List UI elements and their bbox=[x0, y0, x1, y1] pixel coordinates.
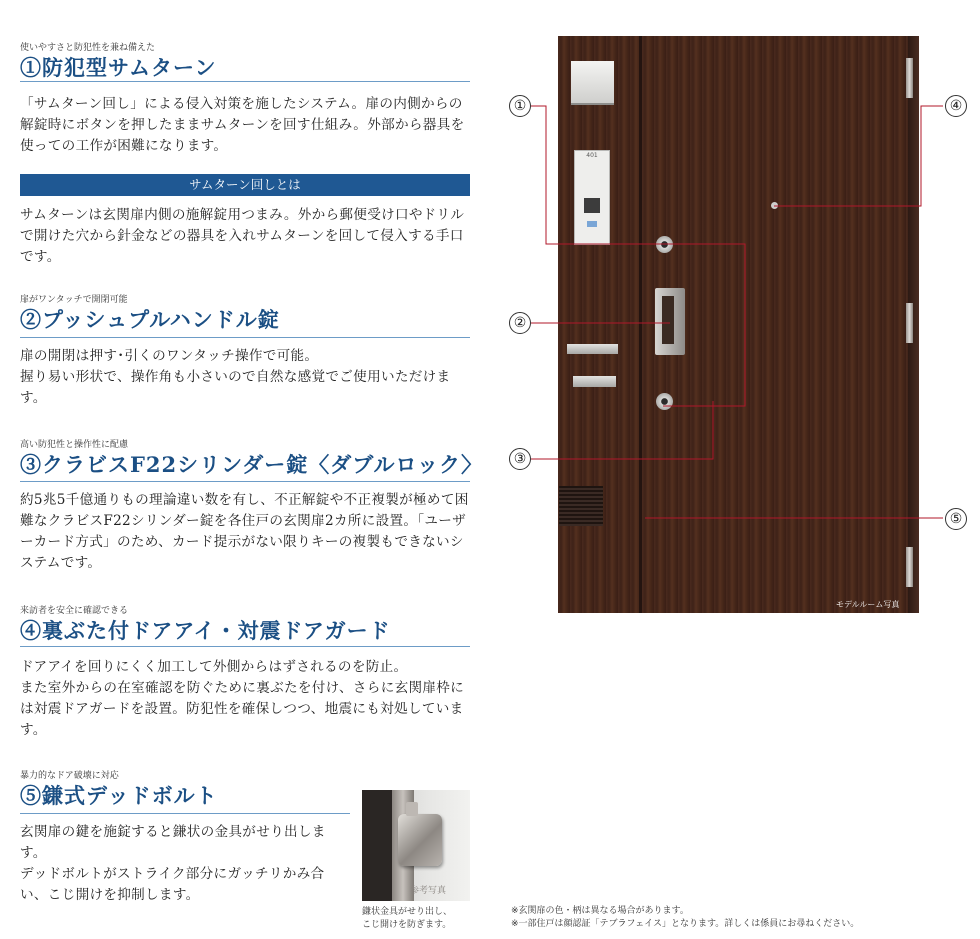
section-5-body: 玄関扉の鍵を施錠すると鎌状の金具がせり出します。 デッドボルトがストライク部分にガッチリかみ合い、こじ開けを抑制します。 bbox=[20, 824, 326, 903]
callout-line-3 bbox=[531, 401, 713, 459]
section-1-body: 「サムターン回し」による侵入対策を施したシステム。扉の内側からの解錠時にボタンを押したままサムターンを回す仕組み。外部から器具を使っての工作が困難になります。 bbox=[20, 96, 465, 154]
section-5-subtitle: 暴力的なドア破壊に対応 bbox=[20, 771, 119, 781]
section-1-subtitle: 使いやすさと防犯性を兼ね備えた bbox=[20, 43, 156, 53]
note-face-auth: ※一部住戸は顔認証「テブラフェイス」となります。詳しくは係員にお尋ねください。 bbox=[511, 919, 860, 929]
callout-4: ④ bbox=[945, 95, 967, 117]
section-2-body: 扉の開閉は押す･引くのワンタッチ操作で可能。 握り易い形状で、操作角も小さいので自然な感覚でご使用いただけます。 bbox=[20, 348, 451, 406]
explainer-banner: サムターン回しとは bbox=[20, 174, 470, 196]
deadbolt-caption: 鎌状金具がせり出し、 こじ開けを防ぎます。 bbox=[362, 907, 453, 930]
section-1-title: ①防犯型サムターン bbox=[20, 55, 217, 80]
model-room-label: モデルルーム写真 bbox=[836, 600, 900, 609]
section-3-title: ③クラビスF22シリンダー錠〈ダブルロック〉 bbox=[20, 452, 484, 477]
callout-2: ② bbox=[509, 312, 531, 334]
explainer-body: サムターンは玄関扉内側の施解錠用つまみ。外から郵便受け口やドリルで開けた穴から針金などの器具を入れサムターンを回して侵入する手口です。 bbox=[20, 207, 465, 265]
section-4-title: ④裏ぶた付ドアアイ・対震ドアガード bbox=[20, 618, 391, 643]
section-3-body: 約5兆5千億通りもの理論違い数を有し、不正解錠や不正複製が極めて困難なクラビスF22シリンダー錠を各住戸の玄関扉2カ所に設置。「ユーザーカード方式」のため、カード提示がない限りキーの複製もできないシステムです。 bbox=[20, 492, 469, 571]
section-3-subtitle: 高い防犯性と操作性に配慮 bbox=[20, 440, 129, 450]
photo-watermark: 参考写真 bbox=[410, 886, 447, 896]
callout-3: ③ bbox=[509, 448, 531, 470]
callout-line-4 bbox=[774, 106, 943, 206]
callout-line-1 bbox=[531, 106, 745, 406]
section-4-body: ドアアイを回りにくく加工して外側からはずされるのを防止。 また室外からの在室確認を防ぐために裏ぶたを付け、さらに玄関扉枠には対震ドアガードを設置。防犯性を確保しつつ、地震にも対処しています。 bbox=[20, 659, 465, 738]
section-2-title: ②プッシュプルハンドル錠 bbox=[20, 307, 280, 332]
callout-1: ① bbox=[509, 95, 531, 117]
room-number: 401 bbox=[586, 152, 598, 159]
note-color: ※玄関扉の色・柄は異なる場合があります。 bbox=[511, 906, 689, 916]
section-4-subtitle: 来訪者を安全に確認できる bbox=[20, 606, 129, 616]
section-5-title: ⑤鎌式デッドボルト bbox=[20, 783, 218, 808]
section-2-subtitle: 扉がワンタッチで開閉可能 bbox=[20, 295, 128, 305]
callout-5: ⑤ bbox=[945, 508, 967, 530]
